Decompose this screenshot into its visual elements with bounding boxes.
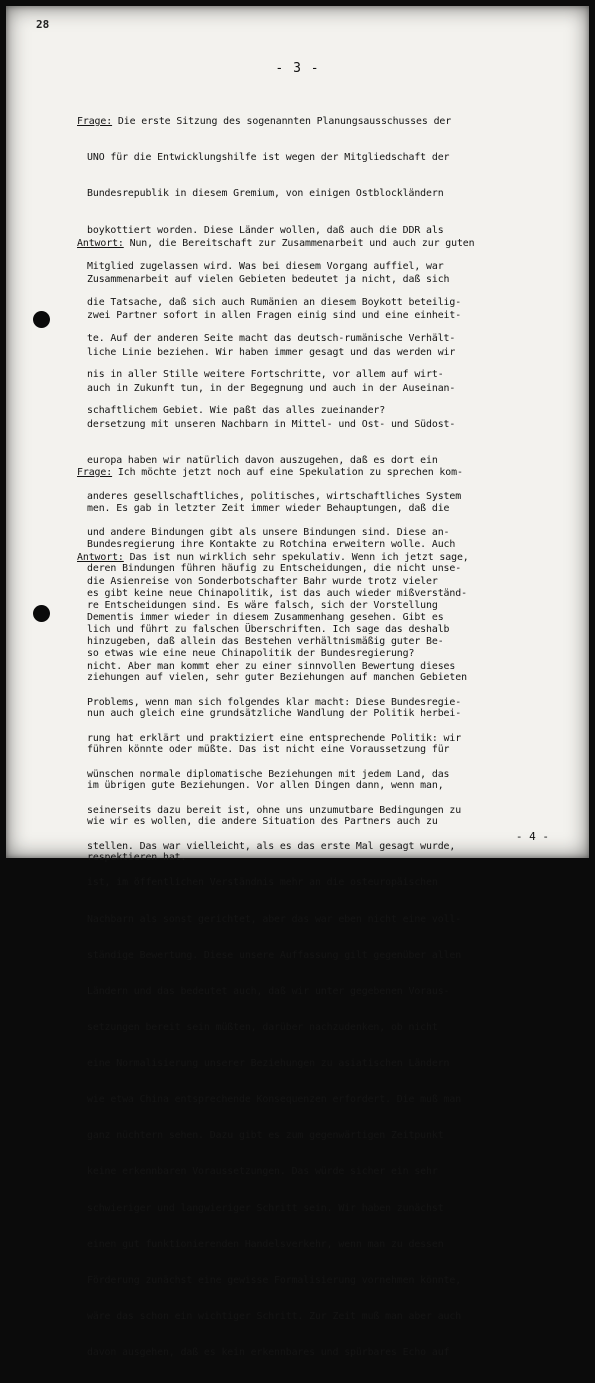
text-line: Frage: Die erste Sitzung des sogenannten Planungsausschusses der: [77, 116, 452, 128]
text-line: keine erkennbaren Voraussetzungen. Das würde sicher ein sehr: [87, 1166, 438, 1178]
text-line: die Tatsache, daß sich auch Rumänien an diesem Boykott beteilig-: [87, 296, 462, 308]
document-page: [6, 6, 589, 1359]
text-line: nun auch gleich eine grundsätzliche Wandlung der Politik herbei-: [87, 707, 462, 719]
text-line: ganz nüchtern sehen. Dazu gibt es zum gegenwärtigen Zeitpunkt: [87, 1130, 444, 1142]
text-line: wie etwa China entsprechende Konsequenzen erfordert. Die muß man: [87, 1094, 462, 1106]
text-line: wie wir es wollen, die andere Situation des Partners auch zu: [87, 816, 438, 828]
text-line: respektieren hat.: [87, 852, 187, 864]
text-line: hinzugeben, daß allein das Bestehen verhältnismäßig guter Be-: [87, 635, 444, 647]
text-line: setzungen bereit sein müßten, darüber nachzudenken, ob nicht: [87, 1021, 438, 1033]
text-line: so etwas wie eine neue Chinapolitik der Bundesregierung?: [87, 647, 415, 659]
punch-hole: [33, 605, 50, 622]
text-line: Förderung zunächst eine gewisse Formalisierung vornehmen könnte,: [87, 1274, 462, 1286]
text-line: schaftlichem Gebiet. Wie paßt das alles zueinander?: [87, 405, 386, 417]
text-line: Problems, wenn man sich folgendes klar macht: Diese Bundesregie-: [87, 696, 462, 708]
text-line: men. Es gab in letzter Zeit immer wieder Behauptungen, daß die: [87, 503, 450, 515]
text-line: seinerseits dazu bereit ist, ohne uns unzumutbare Bedingungen zu: [87, 805, 462, 817]
answer-block: [77, 528, 562, 1383]
text-line: führen könnte oder müßte. Das ist nicht eine Voraussetzung für: [87, 744, 450, 756]
text-line: wünschen normale diplomatische Beziehungen mit jedem Land, das: [87, 768, 450, 780]
text-line: Zusammenarbeit auf vielen Gebieten bedeutet ja nicht, daß sich: [87, 274, 450, 286]
text-line: dersetzung mit unseren Nachbarn in Mittel- und Ost- und Südost-: [87, 418, 456, 430]
text-line: wäre das schon ein wichtiger Schritt. Zur Zeit muß man aber auch: [87, 1311, 462, 1323]
text-line: zwei Partner sofort in allen Fragen einig sind und eine einheit-: [87, 310, 462, 322]
punch-hole: [33, 311, 50, 328]
text-line: einen gut funktionierenden Handelsverkehr, wenn man zu dessen: [87, 1238, 444, 1250]
text-line: ist, im öffentlichen Verständnis mehr an die osteuropäischen: [87, 877, 438, 889]
text-line: re Entscheidungen sind. Es wäre falsch, sich der Vorstellung: [87, 599, 438, 611]
continuation-marker: - 4 -: [515, 830, 549, 843]
text-line: und andere Bindungen gibt als unsere Bindungen sind. Diese an-: [87, 527, 450, 539]
text-line: Nachbarn als sonst gerichtet, aber das war eben nicht eine voll-: [87, 913, 462, 925]
text-line: schwieriger und langwieriger Schritt sein. Wir haben zunächst: [87, 1202, 444, 1214]
text-line: rung hat erklärt und praktiziert eine entsprechende Politik: wir: [87, 732, 462, 744]
text-line: nis in aller Stille weitere Fortschritte, vor allem auf wirt-: [87, 369, 444, 381]
question-label: Frage:: [77, 116, 113, 128]
text-line: Antwort: Nun, die Bereitschaft zur Zusammenarbeit und auch zur guten: [77, 238, 475, 250]
text-line: Bundesrepublik in diesem Gremium, von einigen Ostblockländern: [87, 188, 444, 200]
text-line: europa haben wir natürlich davon auszugehen, daß es dort ein: [87, 454, 438, 466]
text-line: Mitglied zugelassen wird. Was bei diesem Vorgang auffiel, war: [87, 260, 444, 272]
text-line: anderes gesellschaftliches, politisches, wirtschaftliches System: [87, 491, 462, 503]
text-line: lich und führt zu falschen Überschriften. Ich sage das deshalb: [87, 624, 450, 636]
text-line: stellen. Das war vielleicht, als es das erste Mal gesagt wurde,: [87, 841, 456, 853]
text-line: ziehungen auf vielen, sehr guter Beziehungen auf manchen Gebieten: [87, 671, 467, 683]
text-line: eine Normalisierung unserer Beziehungen zu asiatischen Ländern: [87, 1058, 450, 1070]
text-line: nicht. Aber man kommt eher zu einer sinnvollen Bewertung dieses: [87, 660, 456, 672]
text-line: davon ausgehen, daß es kein erkennbares und spürbares Echo auf: [87, 1347, 450, 1359]
text-line: auch in Zukunft tun, in der Begegnung und auch in der Auseinan-: [87, 382, 456, 394]
corner-marker: 28: [36, 18, 50, 31]
answer-label: Antwort:: [77, 552, 124, 564]
text-line: Bundesregierung ihre Kontakte zu Rotchina erweitern wolle. Auch: [87, 539, 456, 551]
text-line: UNO für die Entwicklungshilfe ist wegen der Mitgliedschaft der: [87, 152, 450, 164]
text-line: deren Bindungen führen häufig zu Entscheidungen, die nicht unse-: [87, 563, 462, 575]
text-line: boykottiert worden. Diese Länder wollen, daß auch die DDR als: [87, 224, 444, 236]
text-line: im übrigen gute Beziehungen. Vor allen Dingen dann, wenn man,: [87, 780, 444, 792]
text-line: Antwort: Das ist nun wirklich sehr spekulativ. Wenn ich jetzt sage,: [77, 552, 469, 564]
text-line: te. Auf der anderen Seite macht das deutsch-rumänische Verhält-: [87, 332, 456, 344]
answer-label: Antwort:: [77, 238, 124, 250]
question-label: Frage:: [77, 467, 113, 479]
text-line: Ländern und das bedeutet auch, daß wir unter gegebenen Voraus-: [87, 985, 450, 997]
text-line: liche Linie beziehen. Wir haben immer gesagt und das werden wir: [87, 346, 456, 358]
text-line: Dementis immer wieder in diesem Zusammenhang gesehen. Gibt es: [87, 611, 444, 623]
page-number: - 3 -: [275, 61, 320, 76]
text-line: die Asienreise von Sonderbotschafter Bahr wurde trotz vieler: [87, 575, 438, 587]
text-line: es gibt keine neue Chinapolitik, ist das auch wieder mißverständ-: [87, 588, 467, 600]
text-line: Frage: Ich möchte jetzt noch auf eine Spekulation zu sprechen kom-: [77, 467, 463, 479]
text-line: ständige Bewertung. Diese unsere Auffassung gilt gegenüber allen: [87, 949, 462, 961]
